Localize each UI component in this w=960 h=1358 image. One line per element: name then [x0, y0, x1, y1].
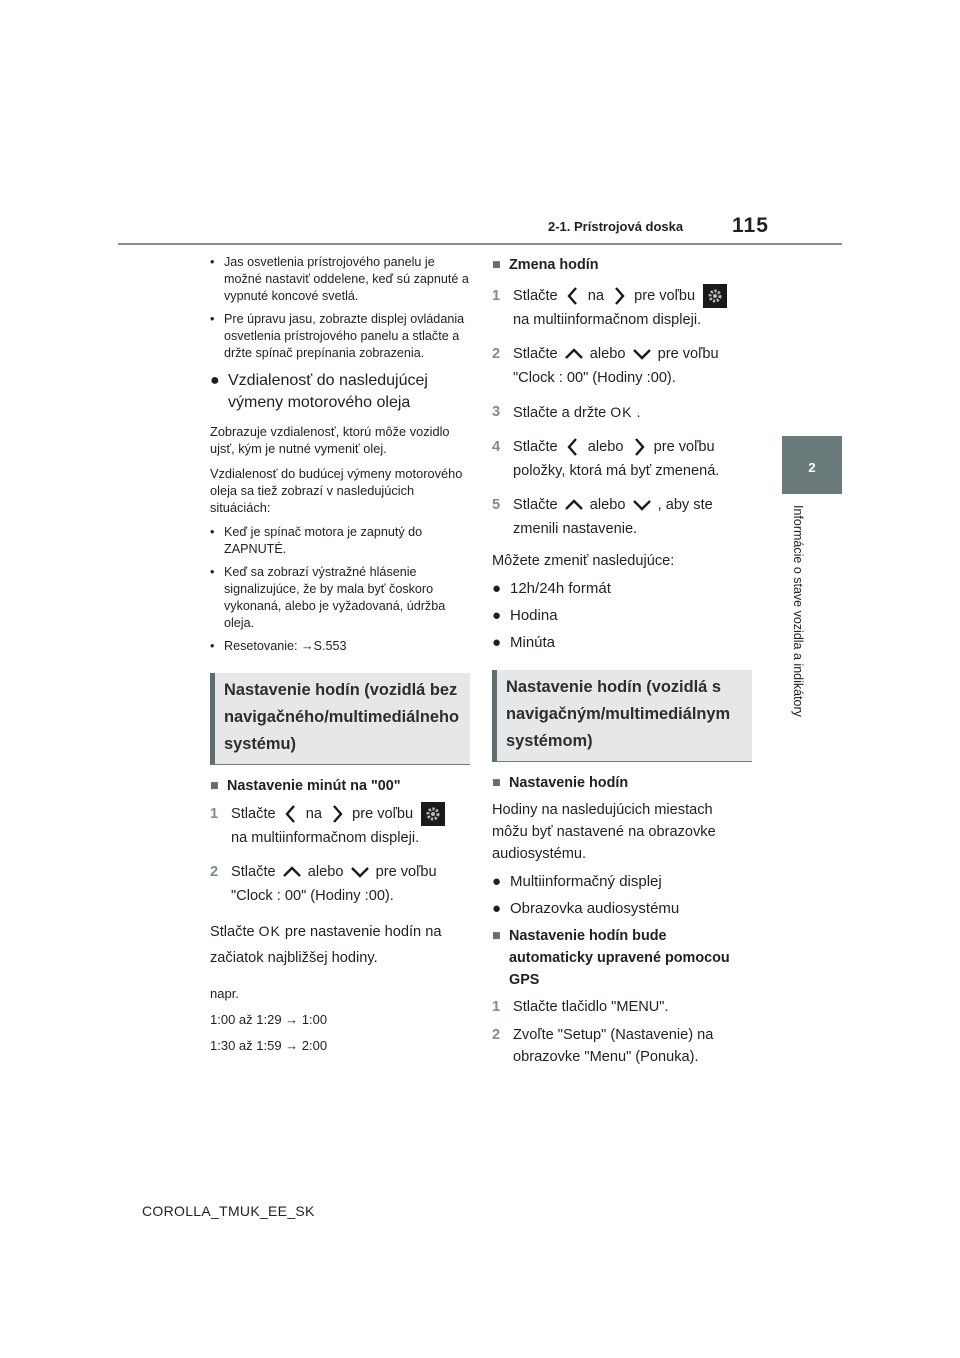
note-item: • Keď sa zobrazí výstražné hlásenie signalizujúce, že by mala byť čoskoro vykonaná, alebo je vyžadovaná, údržba oleja.	[210, 565, 446, 630]
dot-icon: ●	[492, 900, 502, 918]
chevron-up-icon	[280, 864, 304, 880]
chevron-left-icon	[562, 436, 584, 458]
example-line: 1:00 až 1:29 → 1:00	[210, 1012, 328, 1028]
dot-icon: ●	[492, 607, 502, 625]
square-icon: ■	[210, 778, 219, 794]
example-line: 1:30 až 1:59 → 2:00	[210, 1038, 328, 1054]
chevron-down-icon	[630, 346, 654, 362]
dot-icon: ●	[492, 873, 502, 891]
bullet-icon: •	[210, 639, 215, 653]
left-column	[210, 254, 470, 1059]
page-number: 115	[732, 214, 769, 237]
bullet-icon: •	[210, 525, 215, 539]
chevron-right-icon	[628, 436, 650, 458]
step-item: 1 Stlačte tlačidlo "MENU".	[492, 999, 669, 1016]
chapter-tab: 2	[782, 436, 842, 494]
chevron-up-icon	[562, 497, 586, 513]
note-item: • Jas osvetlenia prístrojového panelu je možné nastaviť oddelene, keď sú zapnuté a vypnuté koncové svetlá.	[210, 255, 469, 303]
bullet-icon: •	[210, 255, 215, 269]
section-box-no-nav: Nastavenie hodín (vozidlá bez navigačného/multimediálneho systému)	[210, 673, 470, 765]
chevron-right-icon	[608, 285, 630, 307]
option-item: ● 12h/24h formát	[492, 578, 752, 600]
ok-key-label: OK	[258, 923, 281, 940]
step-item: 2 Zvoľte "Setup" (Nastavenie) na obrazovke "Menu" (Ponuka).	[492, 1027, 714, 1066]
gps-heading: ■ Nastavenie hodín bude automaticky upravené pomocou GPS	[492, 925, 752, 991]
oil-paragraph: Vzdialenosť do budúcej výmeny motorového oleja sa tiež zobrazí v nasledujúcich situáciách:	[210, 466, 463, 515]
square-icon: ■	[492, 928, 501, 945]
minutes-heading: ■ Nastavenie minút na "00"	[210, 775, 470, 797]
gear-icon	[421, 802, 445, 826]
square-icon: ■	[492, 775, 501, 792]
clock-heading: ■ Nastavenie hodín	[492, 772, 752, 794]
chevron-right-icon	[326, 803, 348, 825]
dot-icon: ●	[492, 580, 502, 598]
option-item: ● Minúta	[492, 632, 752, 654]
section-title: 2-1. Prístrojová doska	[548, 219, 684, 234]
note-item: • Resetovanie: →S.553	[210, 639, 347, 653]
chevron-left-icon	[562, 285, 584, 307]
chevron-up-icon	[562, 346, 586, 362]
change-heading: ■ Zmena hodín	[492, 254, 752, 276]
gear-icon	[703, 284, 727, 308]
example-label: napr.	[210, 986, 239, 1002]
section-box-nav: Nastavenie hodín (vozidlá s navigačným/multimediálnym systémom)	[492, 670, 752, 762]
right-column	[492, 254, 752, 1074]
oil-paragraph: Zobrazuje vzdialenosť, ktorú môže vozidlo ujsť, kým je nutné vymeniť olej.	[210, 424, 450, 456]
dot-icon: ●	[210, 372, 220, 389]
note-item: • Keď je spínač motora je zapnutý do ZAPNUTÉ.	[210, 525, 423, 556]
step-item: 1 Stlačte na pre voľbu na multiinformačnom displeji.	[210, 802, 470, 850]
clock-paragraph: Hodiny na nasledujúcich miestach môžu byť nastavené na obrazovke audiosystému.	[492, 802, 716, 863]
document-code: COROLLA_TMUK_EE_SK	[142, 1203, 315, 1219]
bullet-icon: •	[210, 312, 215, 326]
ok-key-label: OK	[610, 404, 633, 421]
chevron-down-icon	[630, 497, 654, 513]
bullet-icon: •	[210, 565, 215, 579]
oil-heading: ● Vzdialenosť do nasledujúcej výmeny motorového oleja	[210, 370, 470, 414]
can-change-text: Môžete zmeniť nasledujúce:	[492, 553, 675, 570]
step-item: 5 Stlačte alebo , aby ste zmenili nastavenie.	[492, 497, 713, 538]
dot-icon: ●	[492, 634, 502, 652]
option-item: ● Hodina	[492, 605, 752, 627]
step-item: 1 Stlačte na pre voľbu na multiinformačnom displeji.	[492, 284, 752, 332]
place-item: ● Multiinformačný displej	[492, 871, 752, 893]
step-item: 2 Stlačte alebo pre voľbu "Clock : 00" (Hodiny :00).	[210, 864, 437, 905]
square-icon: ■	[492, 257, 501, 273]
step-item: 4 Stlačte alebo pre voľbu položky, ktorá má byť zmenená.	[492, 435, 752, 483]
step-item: 2 Stlačte alebo pre voľbu "Clock : 00" (Hodiny :00).	[492, 346, 719, 387]
place-item: ● Obrazovka audiosystému	[492, 898, 752, 920]
ok-instruction: Stlačte OK pre nastavenie hodín na začiatok najbližšej hodiny.	[210, 918, 470, 971]
chevron-left-icon	[280, 803, 302, 825]
note-item: • Pre úpravu jasu, zobrazte displej ovládania osvetlenia prístrojového panelu a stlačte a držte spínač prepínania zobrazenia.	[210, 312, 465, 360]
chevron-down-icon	[348, 864, 372, 880]
chapter-title: Informácie o stave vozidla a indikátory	[791, 505, 805, 717]
header-divider	[118, 243, 842, 245]
step-item: 3 Stlačte a držte OK .	[492, 400, 752, 425]
